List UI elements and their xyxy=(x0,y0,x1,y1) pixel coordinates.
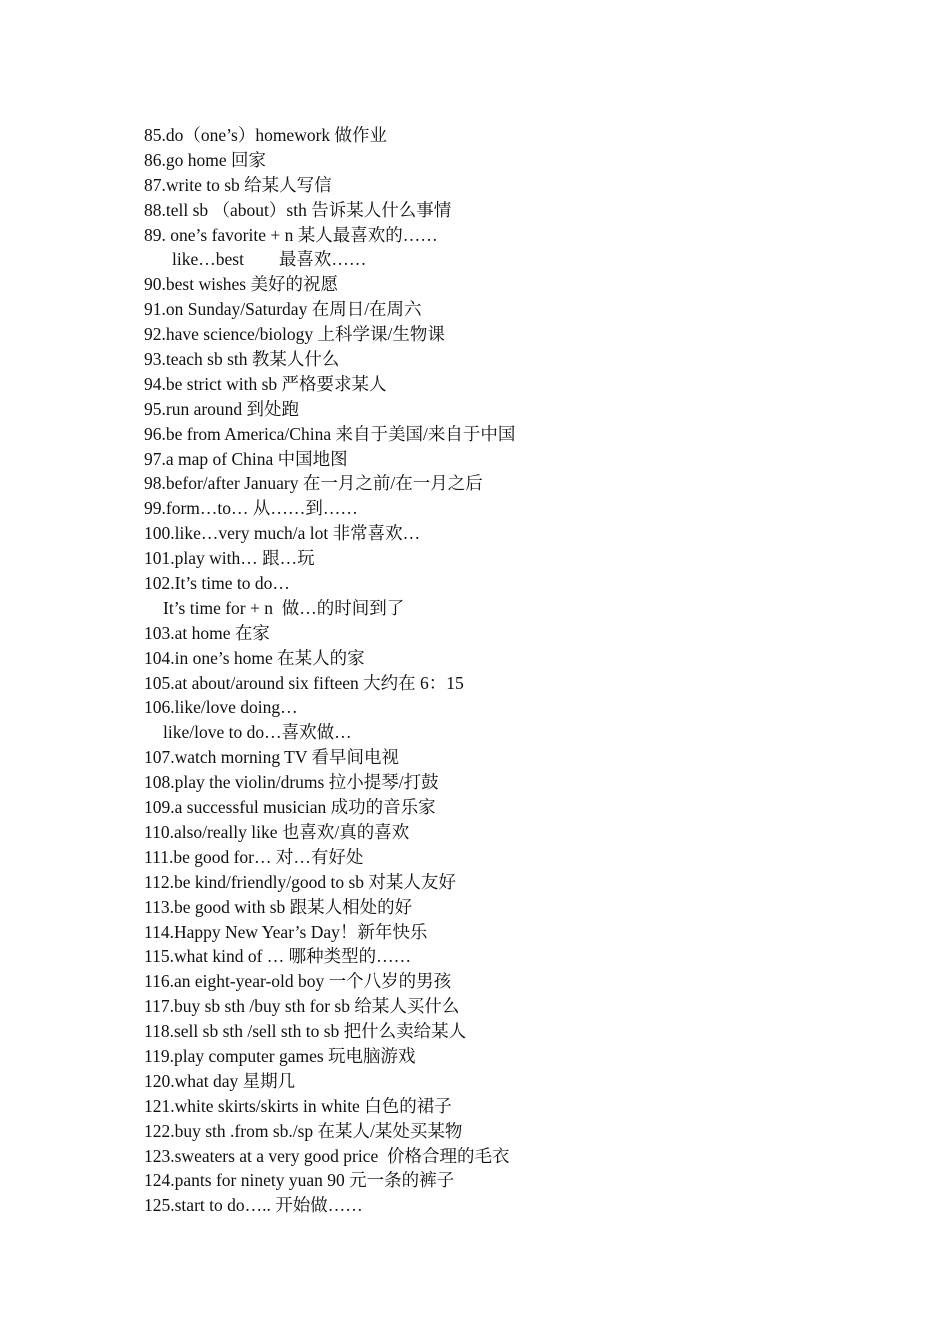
phrase-line: 110.also/really like 也喜欢/真的喜欢 xyxy=(144,821,410,842)
phrase-line: 118.sell sb sth /sell sth to sb 把什么卖给某人 xyxy=(144,1021,467,1042)
phrase-line: 104.in one’s home 在某人的家 xyxy=(144,647,365,668)
phrase-line: 100.like…very much/a lot 非常喜欢… xyxy=(144,523,421,544)
phrase-line: 87.write to sb 给某人写信 xyxy=(144,174,332,195)
phrase-line: 124.pants for ninety yuan 90 元一条的裤子 xyxy=(144,1170,455,1191)
phrase-line: 105.at about/around six fifteen 大约在 6：15 xyxy=(144,672,464,693)
phrase-line: 114.Happy New Year’s Day！新年快乐 xyxy=(144,921,428,942)
phrase-line: 112.be kind/friendly/good to sb 对某人友好 xyxy=(144,871,456,892)
phrase-line: 103.at home 在家 xyxy=(144,622,270,643)
phrase-line: 119.play computer games 玩电脑游戏 xyxy=(144,1045,416,1066)
phrase-line: 108.play the violin/drums 拉小提琴/打鼓 xyxy=(144,772,439,793)
phrase-line: 125.start to do….. 开始做…… xyxy=(144,1195,363,1216)
phrase-line: 97.a map of China 中国地图 xyxy=(144,448,348,469)
phrase-line: 94.be strict with sb 严格要求某人 xyxy=(144,373,387,394)
phrase-line: 115.what kind of … 哪种类型的…… xyxy=(144,946,412,967)
phrase-line: 109.a successful musician 成功的音乐家 xyxy=(144,797,436,818)
phrase-list xyxy=(144,123,864,1218)
phrase-line: 113.be good with sb 跟某人相处的好 xyxy=(144,896,413,917)
phrase-line: 98.befor/after January 在一月之前/在一月之后 xyxy=(144,473,483,494)
phrase-continuation-line: like/love to do…喜欢做… xyxy=(163,722,352,743)
phrase-line: 116.an eight-year-old boy 一个八岁的男孩 xyxy=(144,971,452,992)
phrase-line: 120.what day 星期几 xyxy=(144,1070,296,1091)
phrase-continuation-line: It’s time for + n 做…的时间到了 xyxy=(163,597,405,618)
phrase-line: 101.play with… 跟…玩 xyxy=(144,548,315,569)
phrase-line: 107.watch morning TV 看早间电视 xyxy=(144,747,400,768)
phrase-line: 88.tell sb （about）sth 告诉某人什么事情 xyxy=(144,199,452,220)
phrase-line: 90.best wishes 美好的祝愿 xyxy=(144,274,338,295)
phrase-line: 95.run around 到处跑 xyxy=(144,398,300,419)
phrase-line: 123.sweaters at a very good price 价格合理的毛衣 xyxy=(144,1145,510,1166)
phrase-line: 102.It’s time to do… xyxy=(144,573,290,594)
phrase-line: 117.buy sb sth /buy sth for sb 给某人买什么 xyxy=(144,996,460,1017)
phrase-line: 86.go home 回家 xyxy=(144,149,267,170)
phrase-line: 99.form…to… 从……到…… xyxy=(144,498,358,519)
phrase-continuation-line: like…best 最喜欢…… xyxy=(172,249,367,270)
phrase-line: 92.have science/biology 上科学课/生物课 xyxy=(144,324,445,345)
phrase-line: 89. one’s favorite + n 某人最喜欢的…… xyxy=(144,224,438,245)
phrase-line: 93.teach sb sth 教某人什么 xyxy=(144,349,340,370)
phrase-line: 85.do（one’s）homework 做作业 xyxy=(144,125,388,145)
phrase-line: 106.like/love doing… xyxy=(144,697,298,718)
phrase-line: 91.on Sunday/Saturday 在周日/在周六 xyxy=(144,299,422,320)
phrase-line: 122.buy sth .from sb./sp 在某人/某处买某物 xyxy=(144,1120,463,1141)
phrase-line: 96.be from America/China 来自于美国/来自于中国 xyxy=(144,423,516,444)
phrase-line: 111.be good for… 对…有好处 xyxy=(144,846,364,867)
phrase-line: 121.white skirts/skirts in white 白色的裙子 xyxy=(144,1095,452,1116)
